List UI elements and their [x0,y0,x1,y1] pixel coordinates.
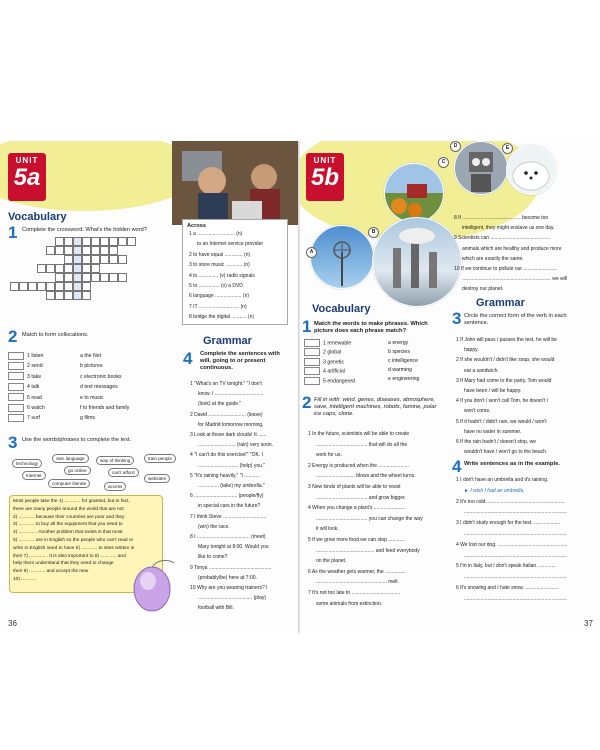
crossword-cell[interactable] [10,282,19,291]
list-item: 1 In the future, scientists will be able to create [308,431,410,437]
list-item[interactable]: 6 watch [8,403,45,413]
across-clue: 7 IT ............................. (n) [189,303,247,310]
text-line: there are many people around the world that are not [13,506,124,512]
list-item: ..................................... and grow bigger. [316,494,406,501]
list-item: 5 If it hadn't / didn't rain, we would / won't [456,418,547,425]
list-item: 4 When you change a plant's ....................... [308,505,406,512]
crossword-cell[interactable] [109,237,118,246]
list-item: intelligent, they might enslave us one day. [462,225,555,232]
word-tag[interactable]: go online [64,466,91,475]
list-item: in special cars in the future? [198,503,261,510]
crossword-cell[interactable] [55,273,64,282]
list-item: .......................................................................... [464,509,567,516]
list-item: .......................................................................... [464,552,567,559]
students-computer-photo [172,141,298,225]
list-item: 4 If you don't / won't call Tom, he doesn't / [456,398,549,405]
word-tag[interactable]: train people [144,454,176,463]
list-item: football with Bill. [198,605,234,612]
crossword-cell[interactable] [73,264,82,273]
exercise-4-instruction: Write sentences as in the example. [464,461,560,467]
crossword-cell[interactable] [55,246,64,255]
farm-photo [384,163,444,223]
crossword-cell[interactable] [73,246,82,255]
picture-label-letter: B [368,227,379,238]
photo-illustration [172,141,298,225]
across-clue: 1 a ........................... (n) [189,231,243,237]
text-line: their 7) ............ . It is also important to 8) ............ and [13,553,126,559]
list-item[interactable]: 5 endangered [304,377,355,386]
text-line: help them understand that they need to change [13,561,114,567]
list-item: it will look. [316,526,339,533]
crossword-cell[interactable] [73,273,82,282]
list-item: Mary tonight at 8:00. Would you [198,544,269,551]
text-line: 5) ............ are in English so the people who can't read or [13,537,134,543]
vocab-left-list [304,339,355,386]
list-item: 2 David ........................... (leave) [190,411,263,418]
text-line: Most people take the 1) ............ for granted, but in fact, [13,499,130,504]
across-clue: 2 to have equal ............. (n) [189,251,251,258]
crossword-cell[interactable] [37,282,46,291]
list-item[interactable]: 5 read [8,393,45,403]
list-item: a the Net [80,353,102,359]
unit-badge [306,153,344,201]
list-item: g films [80,415,95,422]
crossword-cell[interactable] [82,264,91,273]
crossword-cell[interactable] [118,273,127,282]
across-title: Across [187,223,206,229]
list-item: 1 "What's on TV tonight." "I don't [190,381,262,387]
picture-label-letter: E [502,143,513,154]
exercise-2-instruction: Match to form collocations. [22,332,89,338]
crossword-cell[interactable] [82,246,91,255]
exercise-4-items [190,379,273,614]
list-item: wouldn't have / won't go to the beach. [464,449,548,456]
list-item: (win) the race. [198,523,230,530]
unit-number: 5a [13,164,41,191]
list-item: 6 ............................... (people/fly) [190,493,264,500]
grammar-heading: Grammar [203,335,252,347]
across-clues-box [182,219,288,325]
list-item: 4 "I can't do this exercise!" "OK. I [190,452,263,459]
crossword-cell[interactable] [37,264,46,273]
exercise-1-number: 1 [8,223,18,242]
vocabulary-heading: Vocabulary [312,303,371,315]
crossword-cell[interactable] [73,291,82,300]
list-item: 1 I don't have an umbrella and it's raining. [456,477,549,483]
text-line: 10) ............ [13,576,38,582]
crossword-cell[interactable] [64,246,73,255]
list-item: 10 If we continue to pollute our ........................ [454,266,557,273]
exercise-1-number: 1 [302,317,312,336]
list-item: like to come? [198,554,228,561]
word-tag[interactable]: own language [52,454,89,463]
exercise-3-number: 3 [452,309,462,328]
crossword-cell[interactable] [91,237,100,246]
unit-badge [8,153,46,201]
crossword-cell[interactable] [46,246,55,255]
crossword-cell[interactable] [82,291,91,300]
list-item[interactable]: 7 surf [8,413,45,423]
list-item[interactable]: 2 global [304,348,355,357]
picture-label-letter: A [306,247,317,258]
crossword-cell[interactable] [46,282,55,291]
list-item: 3 New kinds of plants will be able to resist [308,483,401,490]
text-line: their 9) ............ and accept the new [13,569,89,575]
crossword-cell[interactable] [46,264,55,273]
list-item: 2 It's too cold. ....................................................... [456,498,565,505]
crossword-cell[interactable] [55,264,64,273]
word-tag[interactable]: computer literate [48,479,90,488]
list-item: 7 It's not too late to ................................... [308,589,401,596]
list-item: 6 As the weather gets warmer, the ............... [308,568,406,575]
exercise-3-items [456,335,557,457]
list-item: ........................... (rain) very soon. [198,442,274,449]
crossword-cell[interactable] [109,255,118,264]
crossword-cell[interactable] [100,273,109,282]
page-number: 36 [8,619,17,628]
list-item: a energy [388,340,409,346]
crossword-cell[interactable] [109,273,118,282]
list-item: have no water in summer. [464,428,522,435]
list-item: 8 I ...................................... (meet) [190,534,266,541]
list-item: 9 Scientists can ........................................... [454,235,551,242]
picture-label-letter: C [438,157,449,168]
list-item: for Madrid tomorrow morning. [198,421,264,428]
crossword-cell[interactable] [46,291,55,300]
list-item: 6 If the rain hadn't / doesn't stop, we [456,439,537,446]
list-item: .......................................................................... [464,574,567,581]
crossword-cell[interactable] [100,237,109,246]
list-item: ..................................... you can change the way [316,515,423,522]
list-item[interactable]: 3 take [8,372,45,382]
text-line: 3) ............ to buy all the equipment that you need to [13,522,123,528]
list-item: 4 We lost our dog. .................................................. [456,541,568,548]
unit-word: UNIT [313,156,337,165]
list-item: have been / will be happy. [464,388,522,395]
list-item: eat a sandwich. [464,367,499,374]
list-item[interactable]: 4 talk [8,382,45,392]
list-item: ..................................... that will do all the [316,441,408,448]
seal-pup-photo [506,145,556,195]
list-item: (look) at the guide." [198,401,242,408]
list-item: ............................. (help) you." [198,462,266,469]
crossword-cell[interactable] [73,282,82,291]
list-item: b pictures [80,363,103,370]
list-item: c intelligence [388,358,418,364]
crossword-cell[interactable] [91,255,100,264]
across-clue: 5 to ............... (v) a DVD [189,283,243,290]
list-item: ................................................... melt. [316,579,400,586]
list-item: (probably/be) here at 7:00. [198,574,257,581]
crossword-cell[interactable] [82,237,91,246]
exercise-1-instruction: Match the words to make phrases. Which picture does each phrase match? [314,321,428,334]
windmill-photo [310,225,374,289]
exercise-3-instruction: Circle the correct form of the verb in each sentence. [464,313,567,326]
list-item: 10 Why are you wearing trainers? I [190,585,268,592]
text-line: 2) ............ because their countries are poor and they [13,514,125,520]
across-clue: 3 to store music ............ (n) [189,262,250,269]
industry-pollution-photo [372,217,462,307]
list-item: know. I ................................... [198,391,264,398]
list-item: c electronic books [80,373,122,380]
crossword-cell[interactable] [19,282,28,291]
crossword-cell[interactable] [109,246,118,255]
exercise-3-instruction: Use the words/phrases to complete the text. [22,437,132,443]
list-item[interactable]: 3 genetic [304,358,355,367]
list-item: 2 If she wouldn't / didn't like soup, she would [456,357,555,364]
list-item: ................................................................ we will [462,276,568,283]
crossword-cell[interactable] [127,237,136,246]
unit-number: 5b [310,164,339,191]
crossword-cell[interactable] [82,282,91,291]
text-line: 4) ............ . Another problem that exists is that most [13,530,123,536]
across-clue: 6 language ................... (n) [189,293,250,300]
left-page [0,141,300,633]
text-line: write in English need to have 6) ............ to sites written in [13,545,135,551]
crossword-cell[interactable] [82,273,91,282]
across-clue: 8 bridge the digital ........... (n) [189,314,255,321]
exercise-4-instruction: Complete the sentences with will, going to or present continuous. [200,351,280,371]
collocation-left-list [8,351,45,424]
list-item: 8 If .......................................... become too [454,215,549,221]
right-page [300,141,600,633]
list-item: .......................................................................... [464,595,567,602]
crossword-cell[interactable] [118,237,127,246]
crossword-cell[interactable] [64,264,73,273]
word-tag[interactable]: way of thinking [96,456,134,465]
list-item: b species [388,349,410,355]
list-item: ............... (take) my umbrella." [198,483,265,490]
list-item: 2 Energy is produced when the ...................... [308,462,409,469]
crossword-cell[interactable] [91,273,100,282]
exercise-2-number: 2 [302,393,312,412]
list-item: which are exactly the same. [462,255,524,262]
exercise-1-instruction: Complete the crossword. What's the hidden word? [22,227,147,233]
vocab-right-list [388,339,419,384]
word-tag[interactable]: technology [12,459,42,468]
word-tag[interactable]: websites [144,474,170,483]
grammar-heading: Grammar [476,297,525,309]
crossword-cell[interactable] [91,246,100,255]
crossword-cell[interactable] [91,264,100,273]
exercise-4-number: 4 [452,457,462,476]
crossword-cell[interactable] [118,255,127,264]
crossword-cell[interactable] [55,237,64,246]
list-item[interactable]: 4 artificial [304,367,355,376]
crossword-cell[interactable] [82,255,91,264]
across-clue: to an Internet service provider [197,241,264,248]
vocabulary-heading: Vocabulary [8,211,67,223]
list-item: won't come. [464,408,491,415]
list-item[interactable]: 2 send [8,361,45,371]
list-item: d text messages [80,384,118,391]
crossword-cell[interactable] [64,291,73,300]
list-item: happy. [464,347,479,354]
crossword-cell[interactable] [64,273,73,282]
list-item: on the planet. [316,558,347,565]
unit-word: UNIT [15,156,39,165]
list-item: 3 If Mary had come to the party, Tom would [456,377,552,384]
crossword-cell[interactable] [100,246,109,255]
list-item: .......................................... and feed everybody [316,547,420,554]
list-item: 7 I think Steve ............................... [190,513,267,520]
list-item: some animals from extinction. [316,600,383,607]
list-item: d warming [388,367,412,373]
list-item: 5 If we grow more food we can stop ............ [308,536,405,543]
exercise-2-instruction: Fill in with: wind, genes, diseases, atmosphere, save, intelligent machines, robots, famine, polar ice caps, clone. [314,397,437,417]
list-item: 6 It's snowing and I hate snow. ........................ [456,584,559,591]
list-item: ► I wish I had an umbrella. [464,487,525,494]
exercise-2-number: 2 [8,327,18,346]
list-item: 1 If John will pass / passes the test, he will be [456,337,557,343]
crossword-grid[interactable] [10,237,170,313]
collocation-right-list [80,351,129,424]
across-clue: 4 to .............. (v) radio signals [189,272,255,279]
list-item[interactable]: 1 renewable [304,339,355,348]
list-item: 3 Look at those dark clouds! It ...... [190,432,267,439]
list-item: e to music [80,394,104,401]
exercise-4-number: 4 [183,349,193,368]
list-item: 3 I didn't study enough for the test. ................... [456,520,561,527]
list-item[interactable]: 1 listen [8,351,45,361]
exercise-4-items [456,475,567,605]
word-tag[interactable]: can't afford [108,468,139,477]
crossword-cell[interactable] [73,237,82,246]
crossword-cell[interactable] [64,255,73,264]
list-item: f to friends and family [80,405,130,412]
computer-mouse-icon [118,559,178,615]
picture-label-letter: D [450,141,461,152]
list-item: work for us. [316,452,342,459]
list-item: 9 Tonya ............................................. [190,564,272,571]
page-number: 37 [584,619,593,628]
exercise-2-continued-items [454,213,567,295]
crossword-cell[interactable] [100,255,109,264]
list-item: ....................................... (play) [198,595,267,602]
robot-photo [454,141,508,195]
list-item: ............................ blows and the wheel turns. [316,473,416,480]
crossword-cell[interactable] [73,255,82,264]
word-tag[interactable]: Internet [22,471,46,480]
word-tag[interactable]: access [104,482,126,491]
exercise-3-number: 3 [8,433,18,452]
list-item: 5 I'm in Italy, but I don't speak Italian. ............ [456,563,556,570]
crossword-cell[interactable] [64,237,73,246]
list-item: e engineering [388,376,420,382]
crossword-cell[interactable] [55,282,64,291]
list-item: .......................................................................... [464,530,567,537]
crossword-cell[interactable] [64,282,73,291]
list-item: 5 "It's raining heavily." "I ........... [190,472,260,479]
crossword-cell[interactable] [28,282,37,291]
crossword-cell[interactable] [55,291,64,300]
exercise-2-items [308,429,423,609]
list-item: animals which are healthy and produce more [462,245,562,252]
list-item: destroy our planet. [462,286,504,293]
